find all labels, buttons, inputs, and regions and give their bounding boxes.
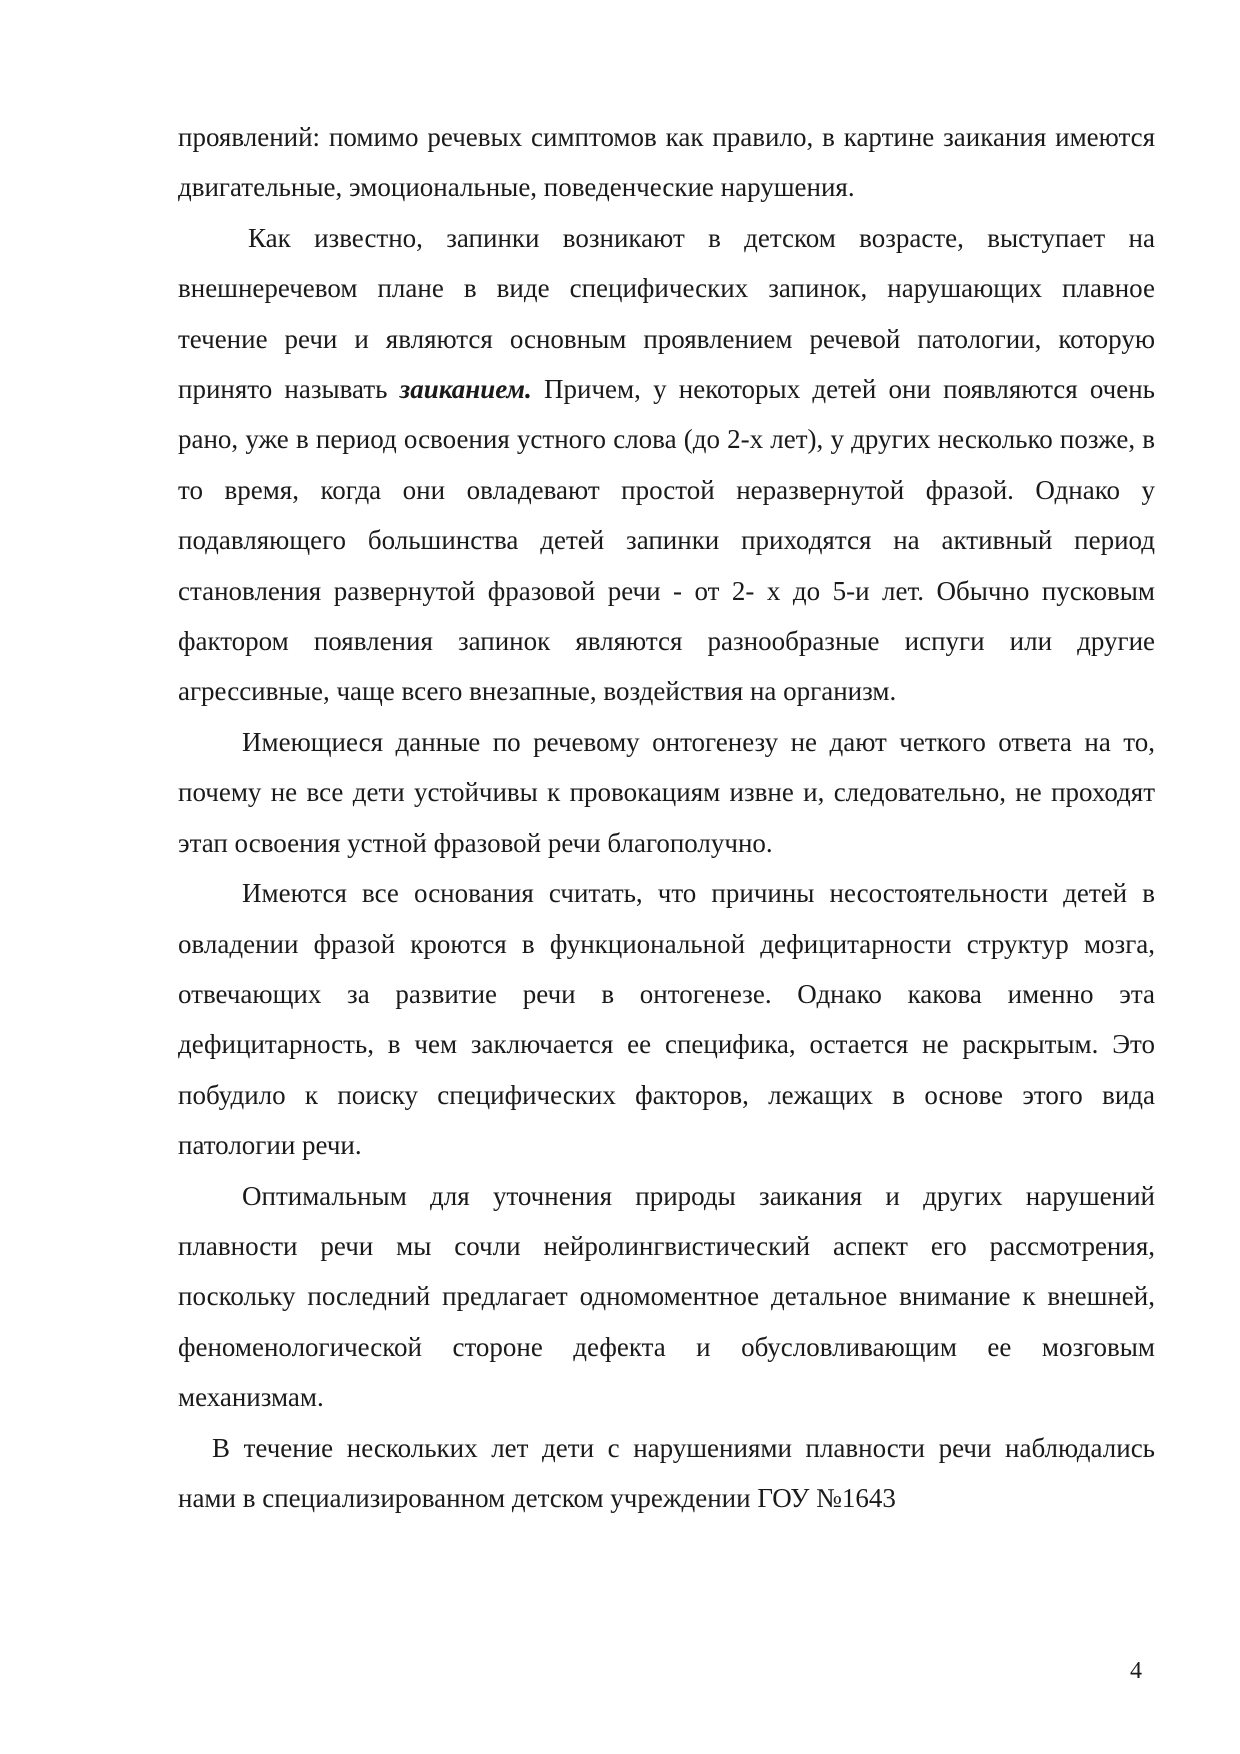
paragraph-2 [178,213,1155,717]
paragraph-2-text-before: Как известно, запинки возникают в детском возрасте, выступает на внешнеречевом плане в виде специфических запинок, нарушающих плавное течение речи и являются основным проявлением речевой патологии, которую принято называть [178,222,1155,405]
paragraph-1: проявлений: помимо речевых симптомов как правило, в картине заикания имеются двигательные, эмоциональные, поведенческие нарушения. [178,122,1155,203]
emphasized-term: заиканием. [399,374,532,405]
paragraph-4: Имеются все основания считать, что причины несостоятельности детей в овладении фразой кроются в функциональной дефицитарности структур мозга, отвечающих за развитие речи в онтогенезе. Однако какова именно эта дефицитарность, в чем заключается ее специфика, остается не раскрытым. Это побудило к поиску специфических факторов, лежащих в основе этого вида патологии речи. [178,878,1155,1161]
paragraph-6: В течение нескольких лет дети с нарушениями плавности речи наблюдались нами в специализированном детском учреждении ГОУ №1643 [178,1432,1155,1513]
paragraph-2-text-after: Причем, у некоторых детей они появляются очень рано, уже в период освоения устного слова (до 2-х лет), у других несколько позже, в то время, когда они овладевают простой неразвернутой фразой. Однако у подавляющего большинства детей запинки приходятся на активный период становления развернутой фразовой речи - от 2- х до 5-и лет. Обычно пусковым фактором появления запинок являются разнообразные испуги или другие агрессивные, чаще всего внезапные, воздействия на организм. [178,374,1155,707]
paragraph-3: Имеющиеся данные по речевому онтогенезу не дают четкого ответа на то, почему не все дети устойчивы к провокациям извне и, следовательно, не проходят этап освоения устной фразовой речи благополучно. [178,726,1155,858]
body-text [178,112,1155,1523]
paragraph-5: Оптимальным для уточнения природы заикания и других нарушений плавности речи мы сочли нейролингвистический аспект его рассмотрения, поскольку последний предлагает одномоментное детальное внимание к внешней, феноменологической стороне дефекта и обусловливающим ее мозговым механизмам. [178,1180,1155,1413]
page-number: 4 [1130,1658,1142,1684]
